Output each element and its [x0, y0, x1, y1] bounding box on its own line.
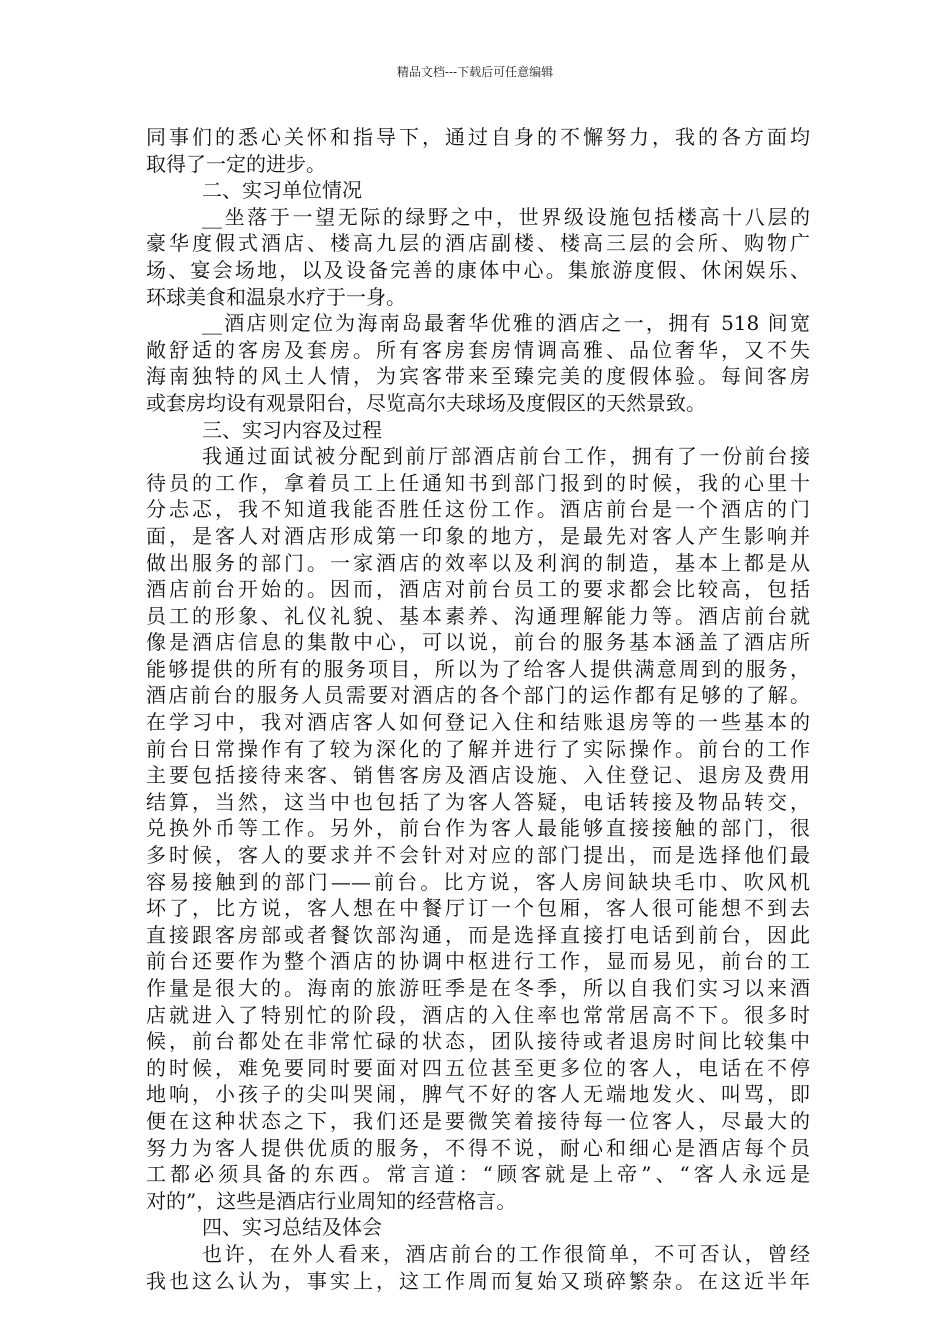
body-text-line: 酒店前台的服务人员需要对酒店的各个部门的运作都有足够的了解。	[146, 683, 810, 708]
body-text-line: 店就进入了特别忙的阶段，酒店的入住率也常常居高不下。很多时	[146, 1002, 810, 1027]
body-text-line: 取得了一定的进步。	[146, 151, 326, 176]
body-text-line: __坐落于一望无际的绿野之中，世界级设施包括楼高十八层的	[202, 204, 810, 229]
body-text-line: 待员的工作，拿着员工上任通知书到部门报到的时候，我的心里十	[146, 470, 810, 495]
body-text-line: 候，前台都处在非常忙碌的状态，团队接待或者退房时间比较集中	[146, 1029, 810, 1054]
body-text-line: 我通过面试被分配到前厅部酒店前台工作，拥有了一份前台接	[202, 444, 810, 469]
body-text-line: 员工的形象、礼仪礼貌、基本素养、沟通理解能力等。酒店前台就	[146, 603, 810, 628]
section-heading: 三、实习内容及过程	[202, 417, 382, 442]
body-text-line: 地响，小孩子的尖叫哭闹，脾气不好的客人无端地发火、叫骂，即	[146, 1082, 810, 1107]
body-text-line: 坏了，比方说，客人想在中餐厅订一个包厢，客人很可能想不到去	[146, 896, 810, 921]
section-heading: 四、实习总结及体会	[202, 1215, 382, 1240]
body-text-line: 主要包括接待来客、销售客房及酒店设施、入住登记、退房及费用	[146, 763, 810, 788]
body-text-line: 的时候，难免要同时要面对四五位甚至更多位的客人，电话在不停	[146, 1055, 810, 1080]
document-body	[146, 124, 810, 1294]
body-text-line: __酒店则定位为海南岛最奢华优雅的酒店之一，拥有 518 间宽	[202, 311, 810, 336]
body-text-line: 前台还要作为整个酒店的协调中枢进行工作，显而易见，前台的工	[146, 949, 810, 974]
section-heading: 二、实习单位情况	[202, 178, 362, 203]
body-text-line: 努力为客人提供优质的服务，不得不说，耐心和细心是酒店每个员	[146, 1135, 810, 1160]
body-text-line: 酒店前台开始的。因而，酒店对前台员工的要求都会比较高，包括	[146, 577, 810, 602]
body-text-line: 直接跟客房部或者餐饮部沟通，而是选择直接打电话到前台，因此	[146, 922, 810, 947]
body-text-line: 环球美食和温泉水疗于一身。	[146, 284, 406, 309]
body-text-line: 敞舒适的客房及套房。所有客房套房情调高雅、品位奢华，又不失	[146, 337, 810, 362]
body-text-line: 便在这种状态之下，我们还是要微笑着接待每一位客人，尽最大的	[146, 1108, 810, 1133]
page-header: 精品文档---下载后可任意编辑	[396, 65, 554, 79]
body-text-line: 兑换外币等工作。另外，前台作为客人最能够直接接触的部门，很	[146, 816, 810, 841]
body-text-line: 面，是客人对酒店形成第一印象的地方，是最先对客人产生影响并	[146, 523, 810, 548]
body-text-line: 或套房均设有观景阳台，尽览高尔夫球场及度假区的天然景致。	[146, 390, 706, 415]
body-text-line: 同事们的悉心关怀和指导下，通过自身的不懈努力，我的各方面均	[146, 125, 810, 149]
body-text-line: 豪华度假式酒店、楼高九层的酒店副楼、楼高三层的会所、购物广	[146, 231, 810, 256]
body-text-line: 场、宴会场地，以及设备完善的康体中心。集旅游度假、休闲娱乐、	[146, 257, 810, 282]
body-text-line: 做出服务的部门。一家酒店的效率以及利润的制造，基本上都是从	[146, 550, 810, 575]
body-text-line: 海南独特的风土人情，为宾客带来至臻完美的度假体验。每间客房	[146, 364, 810, 389]
body-text-line: 多时候，客人的要求并不会针对对应的部门提出，而是选择他们最	[146, 843, 810, 868]
body-text-line: 能够提供的所有的服务项目，所以为了给客人提供满意周到的服务，	[146, 656, 810, 681]
body-text-line: 工都必须具备的东西。常言道：“顾客就是上帝”、“客人永远是	[146, 1162, 810, 1187]
body-text-line: 我也这么认为，事实上，这工作周而复始又琐碎繁杂。在这近半年	[146, 1268, 810, 1293]
body-text-line: 作量是很大的。海南的旅游旺季是在冬季，所以自我们实习以来酒	[146, 976, 810, 1000]
body-text-line: 分忐忑，我不知道我能否胜任这份工作。酒店前台是一个酒店的门	[146, 497, 810, 522]
body-text-line: 容易接触到的部门——前台。比方说，客人房间缺块毛巾、吹风机	[146, 869, 810, 894]
body-text-line: 前台日常操作有了较为深化的了解并进行了实际操作。前台的工作	[146, 736, 810, 761]
body-text-line: 在学习中，我对酒店客人如何登记入住和结账退房等的一些基本的	[146, 710, 810, 735]
body-text-line: 也许，在外人看来，酒店前台的工作很简单，不可否认，曾经	[202, 1241, 810, 1266]
body-text-line: 对的”，这些是酒店行业周知的经营格言。	[146, 1188, 517, 1213]
body-text-line: 结算，当然，这当中也包括了为客人答疑，电话转接及物品转交，	[146, 789, 810, 814]
body-text-line: 像是酒店信息的集散中心，可以说，前台的服务基本涵盖了酒店所	[146, 630, 810, 655]
